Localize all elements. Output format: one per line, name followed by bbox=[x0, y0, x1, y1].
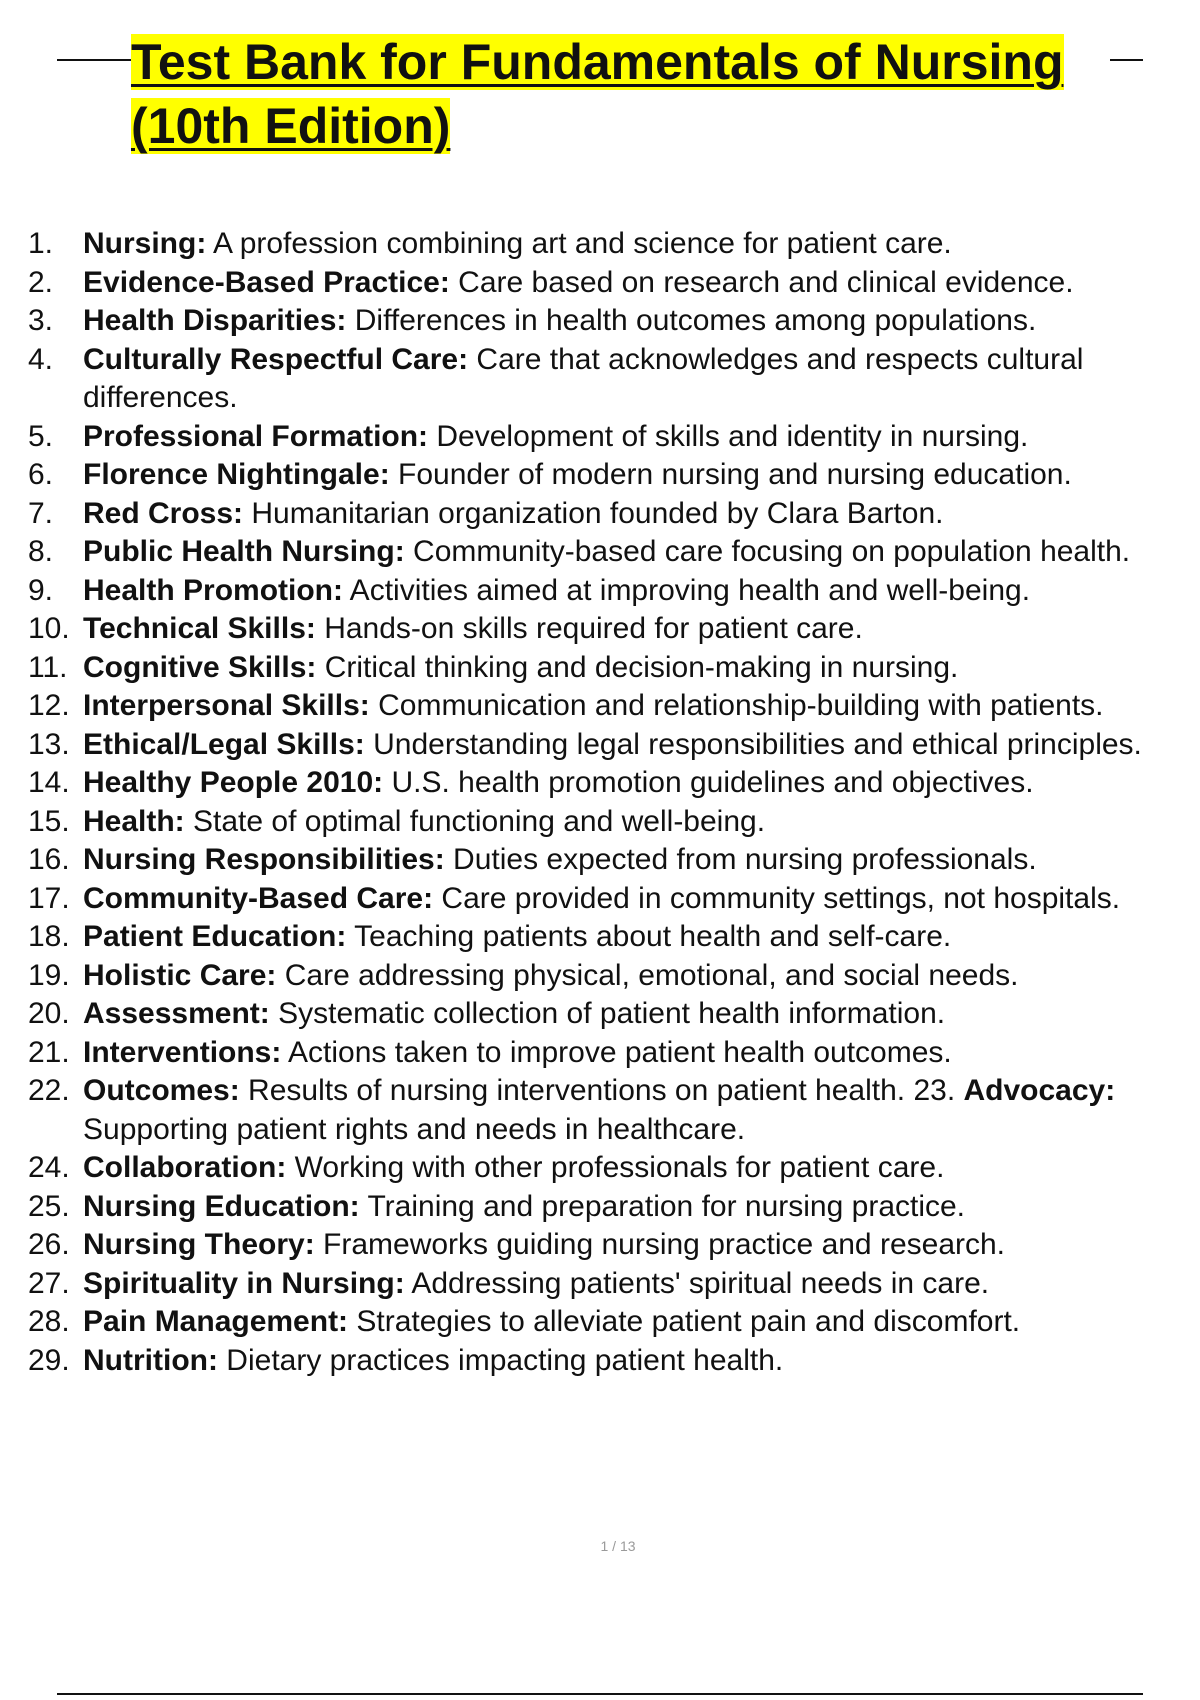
term-name: Florence Nightingale: bbox=[83, 458, 390, 491]
list-item bbox=[28, 649, 1198, 688]
item-number: 9. bbox=[28, 573, 54, 607]
list-item bbox=[28, 225, 1198, 264]
item-number: 1. bbox=[28, 227, 54, 260]
term-name: Healthy People 2010: bbox=[83, 766, 384, 799]
title-line-2: (10th Edition) bbox=[131, 98, 451, 154]
list-item bbox=[28, 726, 1198, 765]
term-definition: Community-based care focusing on population health. bbox=[404, 535, 1131, 568]
term-name: Nursing Education: bbox=[83, 1189, 360, 1223]
term-definition: Activities aimed at improving health and well-being. bbox=[343, 573, 1031, 607]
list-item bbox=[28, 957, 1198, 996]
term-name: Pain Management: bbox=[83, 1305, 349, 1338]
term-definition: Systematic collection of patient health information. bbox=[269, 997, 946, 1030]
term-definition: Care based on research and clinical evidence. bbox=[449, 265, 1074, 299]
item-number: 11. bbox=[28, 650, 68, 684]
list-item bbox=[28, 572, 1198, 611]
term-name: Technical Skills: bbox=[83, 612, 316, 645]
item-number: 6. bbox=[28, 458, 54, 491]
term-definition: Supporting patient rights and needs in healthcare. bbox=[83, 1112, 746, 1146]
term-name: Professional Formation: bbox=[83, 419, 429, 453]
item-number: 3. bbox=[28, 304, 54, 337]
item-number: 26. bbox=[28, 1228, 70, 1261]
term-definition: Critical thinking and decision-making in nursing. bbox=[316, 650, 959, 684]
term-definition: Differences in health outcomes among populations. bbox=[346, 304, 1037, 337]
item-number: 7. bbox=[28, 496, 54, 530]
term-definition: Care that acknowledges and respects cultural differences. bbox=[83, 342, 1084, 414]
item-number: 4. bbox=[28, 342, 54, 376]
term-name: Nursing Responsibilities: bbox=[83, 843, 445, 876]
term-definition: Teaching patients about health and self-care. bbox=[346, 920, 952, 953]
term-name: Cognitive Skills: bbox=[83, 650, 317, 684]
item-number: 5. bbox=[28, 419, 54, 453]
item-number: 28. bbox=[28, 1305, 70, 1338]
term-name: Holistic Care: bbox=[83, 958, 277, 992]
item-number: 24. bbox=[28, 1151, 70, 1184]
term-definition: Training and preparation for nursing practice. bbox=[359, 1189, 966, 1223]
list-item bbox=[28, 1072, 1198, 1149]
list-item bbox=[28, 1303, 1198, 1342]
term-name: Red Cross: bbox=[83, 496, 244, 530]
page-indicator: 1 / 13 bbox=[600, 1538, 636, 1554]
term-definition: Development of skills and identity in nursing. bbox=[428, 419, 1029, 453]
term-definition: Addressing patients' spiritual needs in care. bbox=[404, 1266, 990, 1300]
list-item bbox=[28, 264, 1198, 303]
list-item bbox=[28, 918, 1198, 957]
list-item bbox=[28, 302, 1198, 341]
item-number: 22. bbox=[28, 1074, 70, 1107]
item-number: 16. bbox=[28, 843, 70, 876]
item-number: 10. bbox=[28, 612, 70, 645]
term-name: Nursing: bbox=[83, 227, 207, 260]
term-definition: Strategies to alleviate patient pain and discomfort. bbox=[348, 1305, 1021, 1338]
term-name: Evidence-Based Practice: bbox=[83, 265, 450, 299]
item-number: 13. bbox=[28, 727, 70, 761]
term-name: Nursing Theory: bbox=[83, 1228, 315, 1261]
term-definition: Results of nursing interventions on patient health. 23. bbox=[239, 1074, 964, 1107]
list-item bbox=[28, 1149, 1198, 1188]
list-item bbox=[28, 687, 1198, 726]
term-name: Ethical/Legal Skills: bbox=[83, 727, 365, 761]
list-item bbox=[28, 610, 1198, 649]
item-number: 15. bbox=[28, 804, 70, 838]
list-item bbox=[28, 456, 1198, 495]
list-item bbox=[28, 341, 1198, 418]
term-list bbox=[28, 225, 1198, 1380]
item-number: 27. bbox=[28, 1266, 70, 1300]
term-definition: Hands-on skills required for patient care. bbox=[315, 612, 863, 645]
list-item bbox=[28, 880, 1198, 919]
term-definition: Dietary practices impacting patient health. bbox=[217, 1343, 784, 1377]
term-name: Culturally Respectful Care: bbox=[83, 342, 469, 376]
item-number: 14. bbox=[28, 766, 70, 799]
term-name: Interventions: bbox=[83, 1035, 282, 1069]
list-item bbox=[28, 1342, 1198, 1381]
item-number: 25. bbox=[28, 1189, 70, 1223]
list-item bbox=[28, 495, 1198, 534]
term-name: Advocacy: bbox=[963, 1074, 1116, 1107]
list-item bbox=[28, 1188, 1198, 1227]
term-definition: Founder of modern nursing and nursing education. bbox=[389, 458, 1072, 491]
list-item bbox=[28, 1226, 1198, 1265]
item-number: 2. bbox=[28, 265, 54, 299]
term-name: Spirituality in Nursing: bbox=[83, 1266, 405, 1300]
page-bottom-rule bbox=[57, 1693, 1143, 1695]
item-number: 21. bbox=[28, 1035, 70, 1069]
term-definition: A profession combining art and science for patient care. bbox=[206, 227, 952, 260]
term-definition: Communication and relationship-building with patients. bbox=[369, 689, 1104, 722]
term-definition: Frameworks guiding nursing practice and research. bbox=[314, 1228, 1006, 1261]
list-item bbox=[28, 1265, 1198, 1304]
item-number: 18. bbox=[28, 920, 70, 953]
term-definition: Actions taken to improve patient health outcomes. bbox=[281, 1035, 952, 1069]
list-item bbox=[28, 841, 1198, 880]
term-definition: Understanding legal responsibilities and ethical principles. bbox=[364, 727, 1142, 761]
term-name: Patient Education: bbox=[83, 920, 347, 953]
term-definition: Humanitarian organization founded by Clara Barton. bbox=[243, 496, 944, 530]
list-item bbox=[28, 803, 1198, 842]
term-definition: State of optimal functioning and well-being. bbox=[184, 804, 766, 838]
document-title bbox=[131, 30, 1121, 158]
item-number: 20. bbox=[28, 997, 70, 1030]
title-line-1: Test Bank for Fundamentals of Nursing bbox=[131, 34, 1064, 90]
list-item bbox=[28, 764, 1198, 803]
list-item bbox=[28, 533, 1198, 572]
title-rule-left bbox=[57, 59, 133, 61]
term-definition: Working with other professionals for patient care. bbox=[286, 1151, 945, 1184]
item-number: 29. bbox=[28, 1343, 70, 1377]
term-name: Interpersonal Skills: bbox=[83, 689, 370, 722]
term-definition: U.S. health promotion guidelines and objectives. bbox=[383, 766, 1034, 799]
term-definition: Care provided in community settings, not hospitals. bbox=[433, 881, 1121, 915]
term-name: Assessment: bbox=[83, 997, 270, 1030]
list-item bbox=[28, 995, 1198, 1034]
term-definition: Care addressing physical, emotional, and social needs. bbox=[276, 958, 1019, 992]
term-name: Community-Based Care: bbox=[83, 881, 434, 915]
term-name: Health Promotion: bbox=[83, 573, 343, 607]
term-definition: Duties expected from nursing professionals. bbox=[444, 843, 1037, 876]
item-number: 12. bbox=[28, 689, 70, 722]
item-number: 19. bbox=[28, 958, 70, 992]
item-number: 8. bbox=[28, 535, 54, 568]
list-item bbox=[28, 418, 1198, 457]
term-name: Collaboration: bbox=[83, 1151, 287, 1184]
term-name: Health: bbox=[83, 804, 185, 838]
term-name: Nutrition: bbox=[83, 1343, 218, 1377]
term-name: Health Disparities: bbox=[83, 304, 347, 337]
list-item bbox=[28, 1034, 1198, 1073]
item-number: 17. bbox=[28, 881, 70, 915]
term-name: Public Health Nursing: bbox=[83, 535, 405, 568]
term-name: Outcomes: bbox=[83, 1074, 240, 1107]
